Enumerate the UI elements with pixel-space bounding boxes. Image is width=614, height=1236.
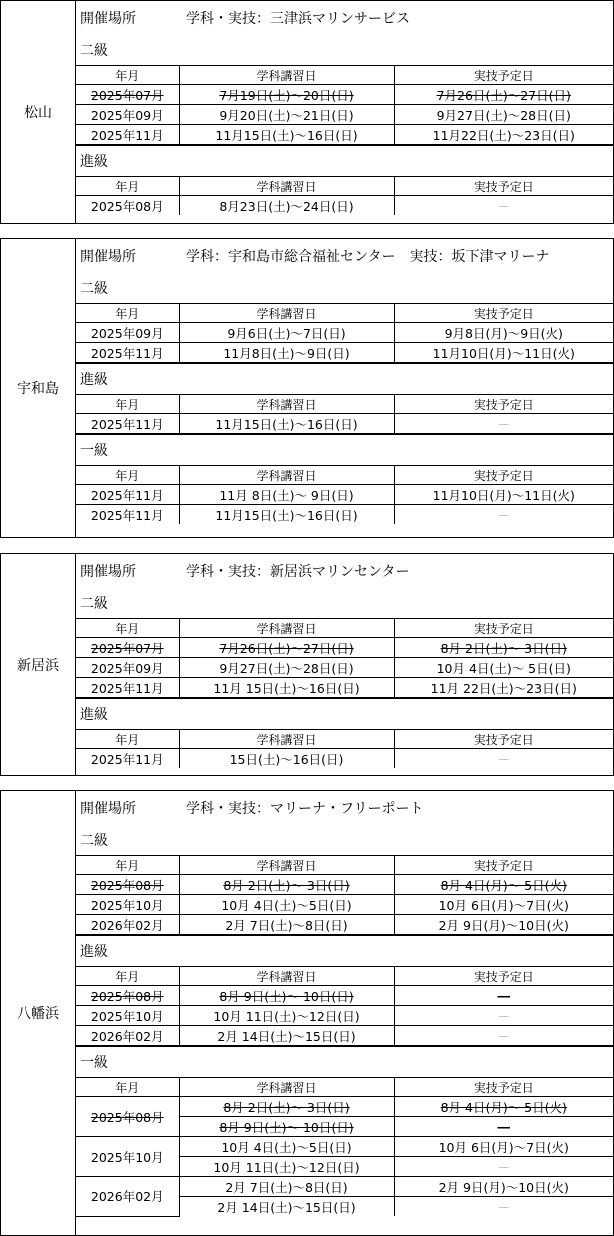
practical-dates: ―: [497, 1119, 510, 1134]
table-row: [76, 1026, 613, 1047]
location-block: [0, 238, 614, 538]
month-value: 2025年08月: [90, 198, 164, 214]
lecture-cell: [179, 125, 394, 146]
venue-row: [76, 1, 613, 35]
practical-dates: －: [497, 416, 510, 432]
month-value: 2026年02月: [90, 1028, 164, 1044]
month-cell: [76, 658, 179, 678]
month-value: 2025年10月: [90, 897, 164, 913]
lecture-cell: [179, 638, 394, 658]
month-header: 年月: [76, 304, 179, 323]
lecture-dates: 9月6日(土)～7日(日): [227, 325, 346, 341]
lecture-cell: [179, 895, 394, 915]
venue-row: [76, 791, 613, 825]
month-cell: [76, 105, 179, 125]
lecture-dates: 9月20日(土)～21日(日): [219, 107, 354, 123]
month-value: 2025年11月: [90, 751, 164, 767]
lecture-dates: 11月 8日(土)～ 9日(日): [219, 487, 354, 503]
practical-dates: ―: [497, 988, 510, 1003]
practical-header: 実技予定日: [394, 66, 613, 85]
lecture-dates: 8月 9日(土)～ 10日(日): [219, 988, 354, 1004]
location-name: 八幡浜: [1, 791, 76, 1235]
month-cell: [76, 875, 179, 895]
practical-dates: －: [497, 507, 510, 523]
month-header: 年月: [76, 856, 179, 875]
month-cell: [76, 638, 179, 658]
month-value: 2025年08月: [90, 877, 164, 893]
venue-text: 学科：宇和島市総合福祉センター 実技：坂下津マリーナ: [186, 249, 550, 265]
lecture-cell: [179, 678, 394, 699]
venue-label: 開催場所: [80, 564, 136, 580]
table-row: [76, 323, 613, 343]
table-row: [76, 875, 613, 895]
table-row: [76, 749, 613, 769]
schedule-table: [76, 855, 613, 936]
grade-title: 一級: [80, 1055, 108, 1071]
practical-dates: 8月 4日(月)～ 5日(火): [440, 877, 567, 893]
practical-header: 実技予定日: [394, 466, 613, 485]
table-row: [76, 343, 613, 364]
month-cell: [76, 915, 179, 936]
practical-cell: [394, 85, 613, 105]
table-row: [76, 125, 613, 146]
venue-label: 開催場所: [80, 11, 136, 27]
block-content: [76, 554, 613, 775]
practical-dates: 7月26日(土)～27日(日): [436, 87, 571, 103]
lecture-header: 学科講習日: [179, 619, 394, 638]
practical-dates: 11月 22日(土)～23日(日): [430, 680, 577, 696]
grade-section: [76, 146, 613, 215]
schedule-table: [76, 966, 613, 1047]
lecture-cell: [179, 875, 394, 895]
lecture-dates: 7月19日(土)～20日(日): [219, 87, 354, 103]
practical-header: 実技予定日: [394, 619, 613, 638]
location-block: [0, 790, 614, 1236]
schedule-table: [76, 176, 613, 215]
month-header: 年月: [76, 1078, 179, 1097]
lecture-cell: [179, 1157, 394, 1177]
month-value: 2025年07月: [90, 640, 164, 656]
month-cell: [76, 1006, 179, 1026]
lecture-cell: [179, 485, 394, 505]
month-header: 年月: [76, 730, 179, 749]
practical-dates: －: [497, 1159, 510, 1175]
lecture-cell: [179, 105, 394, 125]
lecture-dates: 15日(土)～16日(日): [229, 751, 344, 767]
lecture-cell: [179, 1006, 394, 1026]
practical-cell: [394, 1177, 613, 1197]
venue-row: [76, 239, 613, 273]
lecture-cell: [179, 658, 394, 678]
month-cell: [76, 343, 179, 364]
practical-header: 実技予定日: [394, 395, 613, 414]
lecture-cell: [179, 1137, 394, 1157]
table-header-row: [76, 730, 613, 749]
lecture-dates: 11月15日(土)～16日(日): [215, 127, 358, 143]
practical-cell: [394, 986, 613, 1006]
practical-cell: [394, 505, 613, 525]
month-value: 2025年11月: [90, 507, 164, 523]
practical-dates: 10月 4日(土)～ 5日(日): [436, 660, 571, 676]
lecture-header: 学科講習日: [179, 730, 394, 749]
practical-cell: [394, 895, 613, 915]
grade-section: [76, 1047, 613, 1217]
venue-text: 学科・実技：三津浜マリンサービス: [186, 11, 410, 27]
location-name: 宇和島: [1, 239, 76, 537]
lecture-dates: 10月 11日(土)～12日(日): [213, 1159, 360, 1175]
grade-title: 進級: [80, 372, 108, 388]
grade-section: [76, 936, 613, 1047]
month-value: 2025年11月: [90, 127, 164, 143]
lecture-dates: 2月 7日(土)～8日(日): [225, 1179, 348, 1195]
lecture-dates: 8月 2日(土)～ 3日(日): [223, 877, 350, 893]
month-cell: [76, 414, 179, 435]
month-header: 年月: [76, 66, 179, 85]
grade-title: 二級: [80, 833, 108, 849]
lecture-dates: 8月 9日(土)～ 10日(日): [219, 1119, 354, 1135]
table-header-row: [76, 1078, 613, 1097]
practical-dates: －: [497, 1028, 510, 1044]
table-header-row: [76, 395, 613, 414]
grade-section: [76, 35, 613, 146]
month-value: 2025年09月: [90, 660, 164, 676]
grade-title: 二級: [80, 281, 108, 297]
practical-cell: [394, 343, 613, 364]
table-row: [76, 658, 613, 678]
grade-title: 一級: [80, 443, 108, 459]
lecture-dates: 8月23日(土)～24日(日): [219, 198, 354, 214]
practical-cell: [394, 638, 613, 658]
month-cell: [76, 986, 179, 1006]
lecture-dates: 10月 11日(土)～12日(日): [213, 1008, 360, 1024]
table-row: [76, 105, 613, 125]
lecture-header: 学科講習日: [179, 856, 394, 875]
practical-header: 実技予定日: [394, 730, 613, 749]
practical-cell: [394, 749, 613, 769]
practical-cell: [394, 105, 613, 125]
table-row: [76, 1137, 613, 1157]
lecture-dates: 11月 15日(土)～16日(日): [213, 680, 360, 696]
month-cell: [76, 125, 179, 146]
table-header-row: [76, 304, 613, 323]
month-value: 2025年11月: [90, 680, 164, 696]
practical-cell: [394, 485, 613, 505]
practical-header: 実技予定日: [394, 177, 613, 196]
table-header-row: [76, 967, 613, 986]
practical-cell: [394, 196, 613, 216]
grade-title: 二級: [80, 596, 108, 612]
lecture-dates: 11月15日(土)～16日(日): [215, 507, 358, 523]
month-header: 年月: [76, 619, 179, 638]
month-cell: [76, 196, 179, 216]
location-block: [0, 553, 614, 776]
grade-section: [76, 699, 613, 768]
month-value: 2025年09月: [90, 325, 164, 341]
lecture-header: 学科講習日: [179, 177, 394, 196]
table-row: [76, 1177, 613, 1197]
practical-cell: [394, 658, 613, 678]
table-row: [76, 1097, 613, 1117]
month-cell: [76, 895, 179, 915]
practical-cell: [394, 1097, 613, 1117]
month-cell: [76, 485, 179, 505]
practical-dates: 11月10日(月)～11日(火): [432, 345, 575, 361]
month-value: 2025年11月: [90, 345, 164, 361]
practical-dates: 10月 6日(月)～7日(火): [438, 897, 569, 913]
practical-cell: [394, 323, 613, 343]
table-row: [76, 678, 613, 699]
practical-dates: 8月 4日(月)～ 5日(火): [440, 1099, 567, 1115]
table-row: [76, 895, 613, 915]
schedule-table: [76, 65, 613, 146]
month-value: 2025年11月: [90, 487, 164, 503]
schedule-table: [76, 618, 613, 699]
lecture-cell: [179, 1026, 394, 1047]
lecture-dates: 2月 14日(土)～15日(日): [217, 1028, 356, 1044]
lecture-header: 学科講習日: [179, 66, 394, 85]
month-value: 2025年09月: [90, 107, 164, 123]
lecture-dates: 10月 4日(土)～5日(日): [221, 1139, 352, 1155]
month-value: 2026年02月: [90, 917, 164, 933]
practical-dates: 2月 9日(月)～10日(火): [438, 917, 569, 933]
month-value: 2025年10月: [90, 1149, 164, 1165]
practical-cell: [394, 678, 613, 699]
month-cell: [76, 85, 179, 105]
block-content: [76, 791, 613, 1235]
table-header-row: [76, 619, 613, 638]
venue-text: 学科・実技：マリーナ・フリーポート: [186, 801, 424, 817]
block-content: [76, 1, 613, 223]
lecture-header: 学科講習日: [179, 1078, 394, 1097]
month-value: 2025年10月: [90, 1008, 164, 1024]
table-row: [76, 196, 613, 216]
table-row: [76, 1006, 613, 1026]
month-cell: [76, 1137, 179, 1177]
venue-text: 学科・実技：新居浜マリンセンター: [186, 564, 410, 580]
block-content: [76, 239, 613, 537]
month-value: 2026年02月: [90, 1189, 164, 1205]
grade-section: [76, 364, 613, 435]
table-header-row: [76, 466, 613, 485]
lecture-cell: [179, 749, 394, 769]
lecture-header: 学科講習日: [179, 304, 394, 323]
month-value: 2025年08月: [90, 988, 164, 1004]
lecture-header: 学科講習日: [179, 967, 394, 986]
practical-cell: [394, 1197, 613, 1217]
grade-title: 進級: [80, 154, 108, 170]
table-row: [76, 915, 613, 936]
month-cell: [76, 1097, 179, 1137]
schedule-table: [76, 729, 613, 768]
lecture-cell: [179, 196, 394, 216]
month-cell: [76, 505, 179, 525]
month-header: 年月: [76, 395, 179, 414]
table-header-row: [76, 177, 613, 196]
practical-dates: －: [497, 1199, 510, 1215]
schedule-table: [76, 394, 613, 435]
lecture-cell: [179, 915, 394, 936]
lecture-dates: 7月26日(土)～27日(日): [219, 640, 354, 656]
grade-title: 進級: [80, 944, 108, 960]
practical-cell: [394, 1117, 613, 1137]
table-row: [76, 414, 613, 435]
month-value: 2025年07月: [90, 87, 164, 103]
practical-cell: [394, 1026, 613, 1047]
practical-cell: [394, 1157, 613, 1177]
practical-cell: [394, 414, 613, 435]
month-header: 年月: [76, 466, 179, 485]
lecture-cell: [179, 323, 394, 343]
lecture-header: 学科講習日: [179, 466, 394, 485]
lecture-header: 学科講習日: [179, 395, 394, 414]
practical-dates: 8月 2日(土)～ 3日(日): [440, 640, 567, 656]
month-cell: [76, 749, 179, 769]
lecture-dates: 8月 2日(土)～ 3日(日): [223, 1099, 350, 1115]
table-header-row: [76, 66, 613, 85]
practical-dates: 2月 9日(月)～10日(火): [438, 1179, 569, 1195]
lecture-cell: [179, 343, 394, 364]
grade-section: [76, 588, 613, 699]
lecture-cell: [179, 1177, 394, 1197]
practical-dates: 11月10日(月)～11日(火): [432, 487, 575, 503]
month-value: 2025年08月: [90, 1109, 164, 1125]
practical-dates: －: [497, 198, 510, 214]
table-header-row: [76, 856, 613, 875]
table-row: [76, 638, 613, 658]
table-row: [76, 85, 613, 105]
practical-cell: [394, 1006, 613, 1026]
practical-header: 実技予定日: [394, 304, 613, 323]
schedule-table: [76, 1077, 613, 1217]
month-cell: [76, 323, 179, 343]
lecture-dates: 2月 14日(土)～15日(日): [217, 1199, 356, 1215]
lecture-dates: 2月 7日(土)～8日(日): [225, 917, 348, 933]
practical-dates: 9月27日(土)～28日(日): [436, 107, 571, 123]
practical-cell: [394, 1137, 613, 1157]
lecture-dates: 10月 4日(土)～5日(日): [221, 897, 352, 913]
venue-label: 開催場所: [80, 801, 136, 817]
lecture-cell: [179, 1197, 394, 1217]
lecture-cell: [179, 986, 394, 1006]
location-block: [0, 0, 614, 224]
lecture-dates: 11月8日(土)～9日(日): [223, 345, 350, 361]
month-header: 年月: [76, 177, 179, 196]
grade-title: 二級: [80, 43, 108, 59]
grade-section: [76, 435, 613, 524]
practical-dates: 10月 6日(月)～7日(火): [438, 1139, 569, 1155]
lecture-dates: 11月15日(土)～16日(日): [215, 416, 358, 432]
practical-dates: 9月8日(月)～9日(火): [444, 325, 563, 341]
practical-cell: [394, 875, 613, 895]
lecture-cell: [179, 1097, 394, 1117]
practical-dates: －: [497, 1008, 510, 1024]
practical-header: 実技予定日: [394, 856, 613, 875]
practical-cell: [394, 915, 613, 936]
lecture-cell: [179, 1117, 394, 1137]
practical-cell: [394, 125, 613, 146]
venue-row: [76, 554, 613, 588]
location-name: 新居浜: [1, 554, 76, 775]
practical-header: 実技予定日: [394, 967, 613, 986]
lecture-cell: [179, 505, 394, 525]
month-value: 2025年11月: [90, 416, 164, 432]
practical-dates: 11月22日(土)～23日(日): [432, 127, 575, 143]
table-row: [76, 505, 613, 525]
month-cell: [76, 678, 179, 699]
practical-dates: －: [497, 751, 510, 767]
schedule-table: [76, 465, 613, 524]
lecture-cell: [179, 414, 394, 435]
venue-label: 開催場所: [80, 249, 136, 265]
location-name: 松山: [1, 1, 76, 223]
lecture-dates: 9月27日(土)～28日(日): [219, 660, 354, 676]
grade-section: [76, 273, 613, 364]
grade-section: [76, 825, 613, 936]
grade-title: 進級: [80, 707, 108, 723]
table-row: [76, 986, 613, 1006]
lecture-cell: [179, 85, 394, 105]
month-cell: [76, 1177, 179, 1217]
practical-header: 実技予定日: [394, 1078, 613, 1097]
month-cell: [76, 1026, 179, 1047]
month-header: 年月: [76, 967, 179, 986]
schedule-table: [76, 303, 613, 364]
table-row: [76, 485, 613, 505]
